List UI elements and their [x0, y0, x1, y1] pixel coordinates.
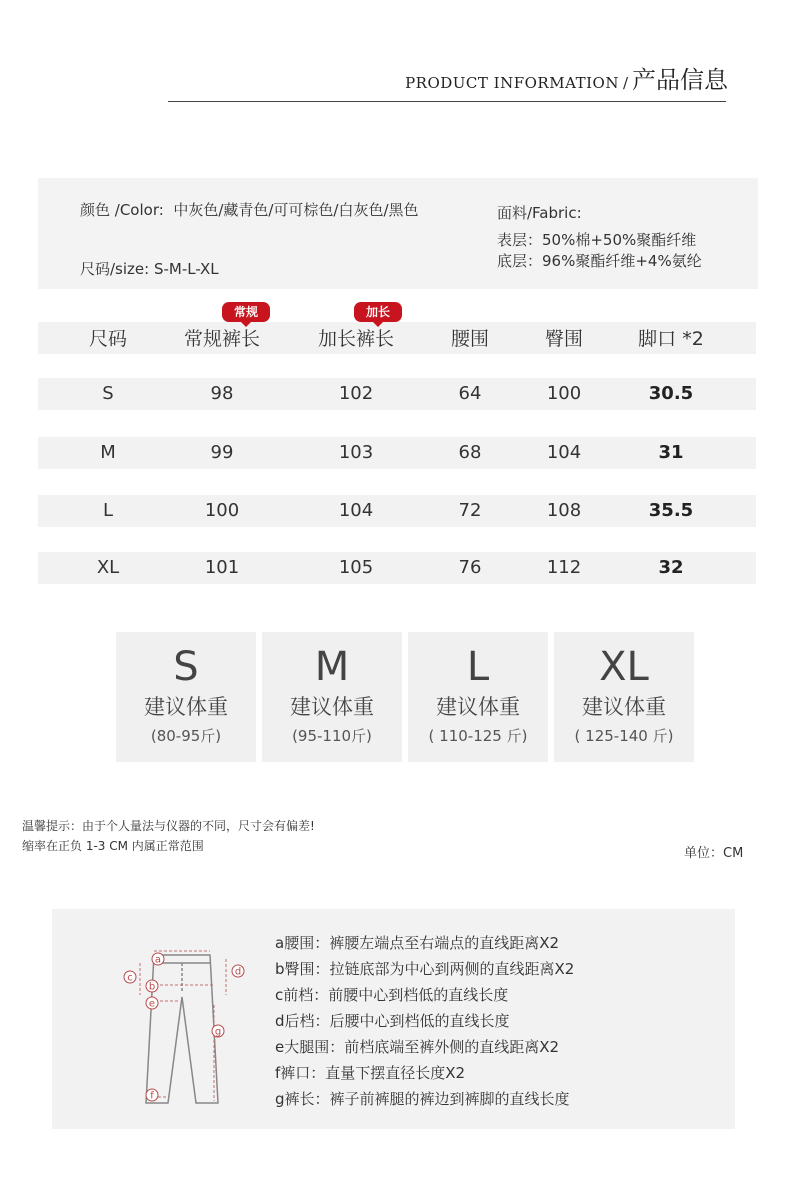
size-line: [80, 258, 219, 279]
column-header-long-length: 加长裤长: [317, 328, 394, 350]
measure-item-thigh: e大腿围：前档底端至裤外侧的直线距离X2: [275, 1038, 560, 1056]
cell-long-length: 103: [338, 442, 374, 463]
cell-waist: 64: [458, 383, 482, 404]
page-title: [405, 60, 728, 95]
fabric-label: 面料/Fabric:: [497, 204, 582, 222]
long-length-badge: 加长: [354, 302, 402, 322]
marker-f: [146, 1089, 158, 1102]
cell-hem: 31: [658, 442, 684, 463]
tip-line-2: 缩率在正负 1-3 CM 内属正常范围: [22, 839, 204, 853]
cell-hem: 35.5: [648, 500, 694, 521]
cell-long-length: 104: [338, 500, 374, 521]
cell-size: M: [100, 442, 116, 463]
weight-card-xl: [554, 632, 694, 762]
weight-card-label: 建议体重: [144, 695, 228, 719]
weight-card-range: (95-110斤): [292, 727, 372, 745]
fabric-lining: 底层：96%聚酯纤维+4%氨纶: [497, 252, 702, 270]
marker-e-letter: e: [148, 998, 156, 1010]
weight-card-label: 建议体重: [582, 695, 666, 719]
cell-waist: 72: [458, 500, 482, 521]
weight-card-label: 建议体重: [290, 695, 374, 719]
weight-card-range: ( 125-140 斤): [574, 727, 674, 745]
cell-hem: 30.5: [648, 383, 694, 404]
cell-waist: 68: [458, 442, 482, 463]
size-label: 尺码/size:: [80, 260, 150, 278]
weight-card-size: L: [466, 644, 490, 690]
measure-item-length: g裤长：裤子前裤腿的裤边到裤脚的直线长度: [275, 1090, 570, 1108]
measure-item-hem: f裤口：直量下摆直径长度X2: [275, 1064, 466, 1082]
pants-diagram: [118, 945, 258, 1115]
weight-card-size: M: [314, 644, 350, 690]
regular-length-badge: 常规: [222, 302, 270, 322]
unit-label: 单位：CM: [684, 846, 744, 861]
marker-d-letter: d: [234, 966, 242, 978]
color-label: 颜色 /Color:: [80, 201, 164, 219]
marker-d: [232, 965, 244, 978]
column-header-regular-length: 常规裤长: [183, 328, 260, 350]
title-chinese: 产品信息: [632, 66, 728, 94]
weight-card-size: XL: [599, 644, 649, 690]
color-line: [80, 199, 419, 220]
marker-a-letter: a: [154, 954, 162, 966]
header-divider: [168, 101, 726, 102]
cell-regular-length: 100: [204, 500, 240, 521]
weight-card-l: [408, 632, 548, 762]
cell-regular-length: 98: [210, 383, 234, 404]
weight-card-m: [262, 632, 402, 762]
marker-g: [212, 1025, 224, 1038]
title-separator: /: [622, 74, 628, 92]
marker-c-letter: c: [127, 972, 133, 984]
marker-e: [146, 997, 158, 1010]
pants-outline: [146, 955, 218, 1103]
color-value: 中灰色/藏青色/可可棕色/白灰色/黑色: [173, 201, 419, 219]
cell-hip: 108: [546, 500, 582, 521]
cell-hip: 112: [546, 557, 582, 578]
cell-regular-length: 99: [210, 442, 234, 463]
marker-g-letter: g: [214, 1026, 222, 1038]
marker-a: [152, 953, 164, 966]
marker-b: [146, 980, 158, 993]
column-header-waist: 腰围: [450, 328, 489, 350]
weight-card-s: [116, 632, 256, 762]
cell-long-length: 105: [338, 557, 374, 578]
weight-card-range: (80-95斤): [150, 727, 222, 745]
weight-card-size: S: [173, 644, 199, 690]
measure-item-hip: b臀围：拉链底部为中心到两侧的直线距离X2: [275, 960, 575, 978]
cell-size: L: [102, 500, 114, 521]
fabric-outer: 表层：50%棉+50%聚酯纤维: [497, 231, 697, 249]
cell-regular-length: 101: [204, 557, 240, 578]
cell-hip: 104: [546, 442, 582, 463]
cell-long-length: 102: [338, 383, 374, 404]
column-header-hem: 脚口 *2: [638, 328, 704, 350]
tip-line-1: 温馨提示：由于个人量法与仪器的不同，尺寸会有偏差!: [22, 819, 315, 833]
weight-card-label: 建议体重: [436, 695, 520, 719]
measure-item-waist: a腰围：裤腰左端点至右端点的直线距离X2: [275, 934, 560, 952]
column-header-size: 尺码: [88, 328, 127, 350]
size-value: S-M-L-XL: [153, 260, 219, 278]
cell-hem: 32: [658, 557, 684, 578]
measure-item-front-rise: c前档：前腰中心到档低的直线长度: [275, 986, 509, 1004]
cell-waist: 76: [458, 557, 482, 578]
measure-item-back-rise: d后档：后腰中心到档低的直线长度: [275, 1012, 510, 1030]
cell-size: XL: [96, 557, 120, 578]
cell-hip: 100: [546, 383, 582, 404]
cell-size: S: [102, 383, 114, 404]
column-header-hip: 臀围: [544, 328, 583, 350]
marker-f-letter: f: [150, 1090, 154, 1102]
marker-b-letter: b: [148, 981, 156, 993]
weight-card-range: ( 110-125 斤): [428, 727, 528, 745]
title-english: PRODUCT INFORMATION: [405, 74, 619, 92]
marker-c: [124, 971, 136, 984]
